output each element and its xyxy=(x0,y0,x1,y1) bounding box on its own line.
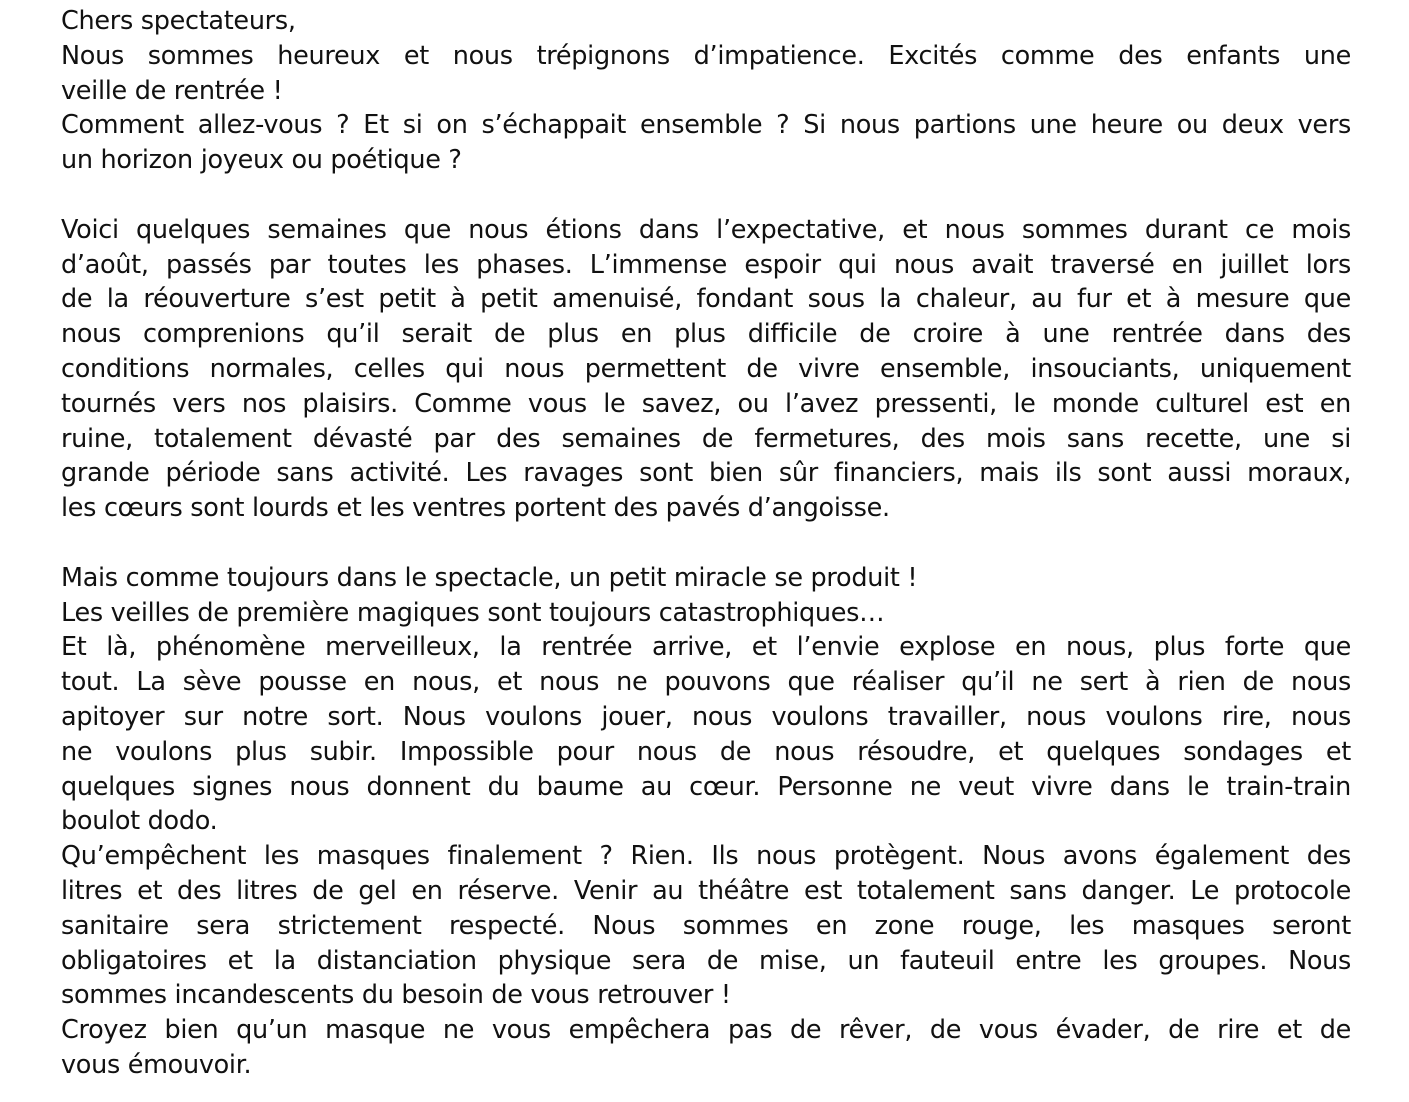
salutation: Chers spectateurs, xyxy=(61,6,296,36)
text-line: Mais comme toujours dans le spectacle, un petit miracle se produit ! xyxy=(61,562,918,593)
text-line: les cœurs sont lourds et les ventres portent des pavés d’angoisse. xyxy=(61,493,890,524)
text-line: quelques signes nous donnent du baume au cœur. Personne ne veut vivre dans le train-train xyxy=(61,771,1351,802)
text-line: Comment allez-vous ? Et si on s’échappait ensemble ? Si nous partions une heure ou deux vers xyxy=(61,110,1351,141)
text-line: nous comprenions qu’il serait de plus en plus difficile de croire à une rentrée dans des xyxy=(61,319,1351,350)
text-line: Croyez bien qu’un masque ne vous empêchera pas de rêver, de vous évader, de rire et de xyxy=(61,1015,1351,1046)
text-line: sommes incandescents du besoin de vous retrouver ! xyxy=(61,980,731,1011)
paragraph-spacer xyxy=(61,178,1351,213)
text-line: sanitaire sera strictement respecté. Nous sommes en zone rouge, les masques seront xyxy=(61,910,1351,941)
text-line: Nous sommes heureux et nous trépignons d’impatience. Excités comme des enfants une xyxy=(61,40,1351,71)
text-line: Voici quelques semaines que nous étions dans l’expectative, et nous sommes durant ce mois xyxy=(61,214,1351,245)
text-line: conditions normales, celles qui nous permettent de vivre ensemble, insouciants, uniquement xyxy=(61,353,1351,384)
letter-document xyxy=(61,4,1351,1083)
text-line: ne voulons plus subir. Impossible pour nous de nous résoudre, et quelques sondages et xyxy=(61,736,1351,767)
text-line: litres et des litres de gel en réserve. Venir au théâtre est totalement sans danger. Le protocole xyxy=(61,875,1351,906)
text-line: Et là, phénomène merveilleux, la rentrée arrive, et l’envie explose en nous, plus forte que xyxy=(61,632,1351,663)
text-line: d’août, passés par toutes les phases. L’immense espoir qui nous avait traversé en juillet lors xyxy=(61,249,1351,280)
text-line: veille de rentrée ! xyxy=(61,75,283,106)
paragraph-context xyxy=(61,213,1351,526)
text-line: Qu’empêchent les masques finalement ? Rien. Ils nous protègent. Nous avons également des xyxy=(61,841,1351,872)
text-line: grande période sans activité. Les ravages sont bien sûr financiers, mais ils sont aussi moraux, xyxy=(61,458,1351,489)
text-line: apitoyer sur notre sort. Nous voulons jouer, nous voulons travailler, nous voulons rire, nous xyxy=(61,701,1351,732)
text-line: tournés vers nos plaisirs. Comme vous le savez, ou l’avez pressenti, le monde culturel est en xyxy=(61,388,1351,419)
text-line: obligatoires et la distanciation physique sera de mise, un fauteuil entre les groupes. Nous xyxy=(61,945,1351,976)
text-line: ruine, totalement dévasté par des semaines de fermetures, des mois sans recette, une si xyxy=(61,423,1351,454)
paragraph-spacer xyxy=(61,526,1351,561)
text-line: un horizon joyeux ou poétique ? xyxy=(61,145,462,176)
text-line: boulot dodo. xyxy=(61,806,218,837)
paragraph-hope xyxy=(61,561,1351,1083)
text-line: de la réouverture s’est petit à petit amenuisé, fondant sous la chaleur, au fur et à mesure que xyxy=(61,284,1351,315)
text-line: vous émouvoir. xyxy=(61,1049,252,1080)
text-line: tout. La sève pousse en nous, et nous ne pouvons que réaliser qu’il ne sert à rien de nous xyxy=(61,667,1351,698)
text-line: Les veilles de première magiques sont toujours catastrophiques… xyxy=(61,597,885,628)
paragraph-intro xyxy=(61,39,1351,178)
